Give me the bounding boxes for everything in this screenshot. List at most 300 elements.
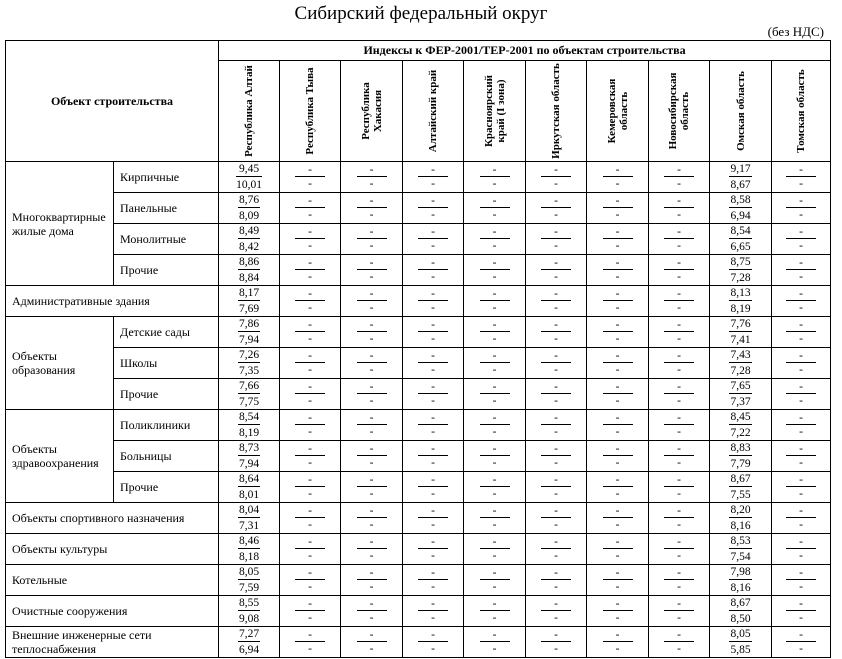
- dash: -: [554, 240, 558, 252]
- dash: -: [786, 257, 816, 270]
- region-label: Алтайский край: [427, 69, 439, 153]
- index-ter: 7,75: [238, 396, 260, 408]
- dash: -: [308, 550, 312, 562]
- dash: -: [480, 381, 510, 394]
- value-cell: [710, 534, 772, 565]
- dash: -: [357, 598, 387, 611]
- object-category: Объекты спортивного назначения: [6, 503, 219, 534]
- index-fer: 8,76: [238, 194, 260, 206]
- dash: -: [541, 598, 571, 611]
- index-ter: 7,28: [730, 272, 751, 284]
- dash: -: [295, 474, 325, 487]
- dash: -: [492, 643, 497, 655]
- indices-header: Индексы к ФЕР-2001/ТЕР-2001 по объектам строительства: [219, 41, 831, 61]
- table-row: [6, 224, 831, 255]
- dash: -: [664, 567, 694, 580]
- empty-value-cell: [403, 410, 464, 441]
- index-ter: 8,16: [730, 582, 751, 594]
- empty-value-cell: [772, 193, 831, 224]
- index-fer: 8,58: [730, 194, 751, 206]
- table-row: [6, 286, 831, 317]
- index-fer: 8,45: [730, 411, 751, 423]
- value-cell: [219, 286, 280, 317]
- object-category: Административные здания: [6, 286, 219, 317]
- value-cell: [710, 410, 772, 441]
- object-category: Объекты образования: [6, 317, 114, 410]
- dash: -: [603, 598, 633, 611]
- dash: -: [492, 240, 497, 252]
- empty-value-cell: [341, 348, 403, 379]
- dash: -: [603, 536, 633, 549]
- dash: -: [603, 412, 633, 425]
- dash: -: [418, 195, 448, 208]
- dash: -: [603, 319, 633, 332]
- empty-value-cell: [649, 255, 710, 286]
- dash: -: [295, 319, 325, 332]
- region-label: Иркутская область: [550, 63, 562, 159]
- index-fer: 7,26: [238, 349, 260, 361]
- empty-value-cell: [403, 379, 464, 410]
- index-ter: 7,35: [238, 365, 260, 377]
- dash: -: [369, 178, 374, 190]
- dash: -: [357, 443, 387, 456]
- dash: -: [357, 350, 387, 363]
- empty-value-cell: [526, 627, 587, 658]
- dash: -: [799, 488, 803, 500]
- empty-value-cell: [464, 503, 526, 534]
- region-header: [772, 61, 831, 162]
- dash: -: [603, 257, 633, 270]
- index-ter: 6,94: [238, 644, 260, 656]
- dash: -: [431, 395, 435, 407]
- dash: -: [677, 395, 681, 407]
- dash: -: [492, 302, 497, 314]
- dash: -: [492, 178, 497, 190]
- dash: -: [603, 567, 633, 580]
- index-fer: 8,20: [730, 504, 751, 516]
- dash: -: [799, 240, 803, 252]
- empty-value-cell: [403, 193, 464, 224]
- dash: -: [369, 457, 374, 469]
- index-ter: 7,79: [730, 458, 751, 470]
- dash: -: [369, 271, 374, 283]
- dash: -: [308, 240, 312, 252]
- dash: -: [554, 643, 558, 655]
- dash: -: [492, 612, 497, 624]
- dash: -: [357, 319, 387, 332]
- empty-value-cell: [280, 317, 341, 348]
- index-ter: 6,94: [730, 210, 751, 222]
- empty-value-cell: [464, 255, 526, 286]
- empty-value-cell: [464, 627, 526, 658]
- dash: -: [799, 395, 803, 407]
- index-ter: 7,37: [730, 396, 751, 408]
- dash: -: [369, 209, 374, 221]
- dash: -: [431, 240, 435, 252]
- dash: -: [786, 505, 816, 518]
- dash: -: [786, 381, 816, 394]
- dash: -: [308, 209, 312, 221]
- dash: -: [418, 474, 448, 487]
- dash: -: [799, 426, 803, 438]
- index-ter: 8,84: [238, 272, 260, 284]
- empty-value-cell: [341, 534, 403, 565]
- dash: -: [431, 488, 435, 500]
- dash: -: [615, 457, 620, 469]
- dash: -: [480, 598, 510, 611]
- dash: -: [786, 474, 816, 487]
- value-cell: [710, 317, 772, 348]
- table-row: [6, 317, 831, 348]
- dash: -: [677, 178, 681, 190]
- index-fer: 8,13: [730, 287, 751, 299]
- empty-value-cell: [526, 317, 587, 348]
- index-fer: 8,55: [238, 597, 260, 609]
- dash: -: [799, 643, 803, 655]
- dash: -: [295, 629, 325, 642]
- empty-value-cell: [464, 565, 526, 596]
- value-cell: [710, 224, 772, 255]
- dash: -: [677, 364, 681, 376]
- dash: -: [357, 474, 387, 487]
- index-fer: 8,17: [238, 287, 260, 299]
- index-fer: 8,53: [730, 535, 751, 547]
- dash: -: [664, 319, 694, 332]
- value-cell: [710, 441, 772, 472]
- dash: -: [308, 302, 312, 314]
- empty-value-cell: [649, 224, 710, 255]
- empty-value-cell: [649, 441, 710, 472]
- value-cell: [710, 596, 772, 627]
- dash: -: [480, 288, 510, 301]
- value-cell: [219, 193, 280, 224]
- dash: -: [615, 178, 620, 190]
- index-fer: 8,04: [238, 504, 260, 516]
- dash: -: [480, 629, 510, 642]
- empty-value-cell: [772, 286, 831, 317]
- value-cell: [219, 596, 280, 627]
- empty-value-cell: [587, 503, 649, 534]
- dash: -: [431, 457, 435, 469]
- empty-value-cell: [464, 441, 526, 472]
- empty-value-cell: [280, 534, 341, 565]
- dash: -: [799, 209, 803, 221]
- dash: -: [295, 412, 325, 425]
- dash: -: [615, 519, 620, 531]
- empty-value-cell: [649, 348, 710, 379]
- dash: -: [541, 474, 571, 487]
- dash: -: [369, 519, 374, 531]
- dash: -: [554, 209, 558, 221]
- dash: -: [480, 443, 510, 456]
- dash: -: [664, 505, 694, 518]
- dash: -: [554, 178, 558, 190]
- dash: -: [480, 505, 510, 518]
- value-cell: [710, 472, 772, 503]
- value-cell: [219, 379, 280, 410]
- empty-value-cell: [280, 627, 341, 658]
- dash: -: [418, 319, 448, 332]
- dash: -: [369, 581, 374, 593]
- dash: -: [492, 519, 497, 531]
- empty-value-cell: [341, 162, 403, 193]
- dash: -: [603, 381, 633, 394]
- page-title: Сибирский федеральный округ: [294, 3, 548, 24]
- dash: -: [308, 643, 312, 655]
- dash: -: [295, 567, 325, 580]
- dash: -: [418, 598, 448, 611]
- empty-value-cell: [280, 441, 341, 472]
- index-ter: 5,85: [730, 644, 751, 656]
- empty-value-cell: [403, 565, 464, 596]
- index-fer: 8,49: [238, 225, 260, 237]
- value-cell: [710, 193, 772, 224]
- empty-value-cell: [403, 286, 464, 317]
- empty-value-cell: [772, 534, 831, 565]
- dash: -: [357, 288, 387, 301]
- table-row: [6, 627, 831, 658]
- empty-value-cell: [587, 596, 649, 627]
- empty-value-cell: [526, 503, 587, 534]
- dash: -: [431, 426, 435, 438]
- index-ter: 7,54: [730, 551, 751, 563]
- empty-value-cell: [772, 503, 831, 534]
- index-ter: 8,18: [238, 551, 260, 563]
- index-ter: 8,19: [238, 427, 260, 439]
- dash: -: [308, 395, 312, 407]
- dash: -: [295, 257, 325, 270]
- object-subtype: Детские сады: [114, 317, 219, 348]
- dash: -: [541, 288, 571, 301]
- dash: -: [541, 381, 571, 394]
- dash: -: [664, 288, 694, 301]
- empty-value-cell: [772, 255, 831, 286]
- empty-value-cell: [341, 255, 403, 286]
- dash: -: [615, 302, 620, 314]
- dash: -: [308, 364, 312, 376]
- empty-value-cell: [280, 565, 341, 596]
- dash: -: [554, 395, 558, 407]
- dash: -: [431, 364, 435, 376]
- dash: -: [357, 536, 387, 549]
- empty-value-cell: [526, 255, 587, 286]
- dash: -: [418, 164, 448, 177]
- dash: -: [541, 443, 571, 456]
- dash: -: [308, 333, 312, 345]
- dash: -: [786, 598, 816, 611]
- dash: -: [664, 412, 694, 425]
- dash: -: [799, 178, 803, 190]
- value-cell: [710, 379, 772, 410]
- empty-value-cell: [403, 162, 464, 193]
- index-fer: 7,86: [238, 318, 260, 330]
- empty-value-cell: [772, 596, 831, 627]
- region-header: [219, 61, 280, 162]
- table-row: [6, 503, 831, 534]
- dash: -: [603, 288, 633, 301]
- index-ter: 7,59: [238, 582, 260, 594]
- empty-value-cell: [587, 410, 649, 441]
- value-cell: [219, 255, 280, 286]
- dash: -: [799, 457, 803, 469]
- dash: -: [677, 333, 681, 345]
- empty-value-cell: [341, 565, 403, 596]
- region-header: [587, 61, 649, 162]
- dash: -: [615, 271, 620, 283]
- dash: -: [308, 612, 312, 624]
- object-subtype: Кирпичные: [114, 162, 219, 193]
- region-header: [403, 61, 464, 162]
- index-fer: 9,45: [236, 162, 262, 177]
- empty-value-cell: [649, 565, 710, 596]
- dash: -: [369, 643, 374, 655]
- dash: -: [615, 581, 620, 593]
- region-label: Красноярский край (I зона): [482, 74, 507, 148]
- dash: -: [357, 567, 387, 580]
- region-header: [341, 61, 403, 162]
- dash: -: [799, 302, 803, 314]
- dash: -: [677, 519, 681, 531]
- dash: -: [492, 271, 497, 283]
- dash: -: [615, 240, 620, 252]
- dash: -: [357, 629, 387, 642]
- dash: -: [480, 257, 510, 270]
- value-cell: [710, 503, 772, 534]
- index-fer: 8,75: [730, 256, 751, 268]
- object-subtype: Панельные: [114, 193, 219, 224]
- dash: -: [615, 643, 620, 655]
- dash: -: [492, 333, 497, 345]
- dash: -: [541, 505, 571, 518]
- dash: -: [492, 457, 497, 469]
- object-subtype: Прочие: [114, 255, 219, 286]
- index-ter: 10,01: [236, 179, 262, 191]
- empty-value-cell: [403, 503, 464, 534]
- index-fer: 8,67: [730, 473, 751, 485]
- empty-value-cell: [403, 472, 464, 503]
- dash: -: [786, 319, 816, 332]
- dash: -: [541, 195, 571, 208]
- empty-value-cell: [403, 534, 464, 565]
- dash: -: [786, 629, 816, 642]
- dash: -: [480, 195, 510, 208]
- dash: -: [357, 505, 387, 518]
- empty-value-cell: [280, 596, 341, 627]
- value-cell: [219, 410, 280, 441]
- table-row: [6, 565, 831, 596]
- empty-value-cell: [403, 627, 464, 658]
- object-subtype: Прочие: [114, 379, 219, 410]
- dash: -: [664, 381, 694, 394]
- dash: -: [615, 209, 620, 221]
- dash: -: [786, 536, 816, 549]
- empty-value-cell: [526, 379, 587, 410]
- empty-value-cell: [649, 162, 710, 193]
- dash: -: [664, 195, 694, 208]
- dash: -: [799, 550, 803, 562]
- empty-value-cell: [772, 317, 831, 348]
- object-category: Очистные сооружения: [6, 596, 219, 627]
- object-category: Котельные: [6, 565, 219, 596]
- dash: -: [603, 164, 633, 177]
- index-fer: 8,67: [730, 597, 751, 609]
- empty-value-cell: [649, 596, 710, 627]
- dash: -: [664, 629, 694, 642]
- dash: -: [295, 598, 325, 611]
- table-row: [6, 472, 831, 503]
- dash: -: [369, 488, 374, 500]
- dash: -: [418, 536, 448, 549]
- dash: -: [431, 271, 435, 283]
- empty-value-cell: [280, 224, 341, 255]
- dash: -: [664, 164, 694, 177]
- dash: -: [554, 581, 558, 593]
- dash: -: [677, 209, 681, 221]
- region-header: [710, 61, 772, 162]
- value-cell: [219, 441, 280, 472]
- dash: -: [492, 550, 497, 562]
- object-header: Объект строительства: [6, 41, 219, 162]
- empty-value-cell: [587, 565, 649, 596]
- empty-value-cell: [587, 627, 649, 658]
- dash: -: [677, 302, 681, 314]
- empty-value-cell: [403, 441, 464, 472]
- table-row: [6, 193, 831, 224]
- index-ter: 6,65: [730, 241, 751, 253]
- empty-value-cell: [464, 348, 526, 379]
- dash: -: [357, 257, 387, 270]
- index-fer: 8,54: [730, 225, 751, 237]
- empty-value-cell: [464, 472, 526, 503]
- dash: -: [786, 164, 816, 177]
- table-row: [6, 379, 831, 410]
- dash: -: [615, 395, 620, 407]
- dash: -: [786, 195, 816, 208]
- empty-value-cell: [587, 379, 649, 410]
- empty-value-cell: [526, 410, 587, 441]
- value-cell: [219, 348, 280, 379]
- dash: -: [357, 381, 387, 394]
- dash: -: [431, 643, 435, 655]
- empty-value-cell: [587, 162, 649, 193]
- value-cell: [219, 565, 280, 596]
- dash: -: [677, 581, 681, 593]
- object-subtype: Прочие: [114, 472, 219, 503]
- empty-value-cell: [280, 286, 341, 317]
- region-label: Новосибирская область: [667, 72, 691, 150]
- dash: -: [677, 550, 681, 562]
- empty-value-cell: [341, 503, 403, 534]
- dash: -: [677, 426, 681, 438]
- index-fer: 8,73: [238, 442, 260, 454]
- value-cell: [219, 503, 280, 534]
- empty-value-cell: [341, 472, 403, 503]
- empty-value-cell: [464, 596, 526, 627]
- dash: -: [615, 488, 620, 500]
- table-row: [6, 162, 831, 193]
- dash: -: [418, 629, 448, 642]
- dash: -: [308, 426, 312, 438]
- object-subtype: Поликлиники: [114, 410, 219, 441]
- dash: -: [418, 505, 448, 518]
- object-category: Объекты культуры: [6, 534, 219, 565]
- region-header: [464, 61, 526, 162]
- dash: -: [799, 364, 803, 376]
- empty-value-cell: [649, 410, 710, 441]
- value-cell: [710, 162, 772, 193]
- index-ter: 7,31: [238, 520, 260, 532]
- dash: -: [369, 302, 374, 314]
